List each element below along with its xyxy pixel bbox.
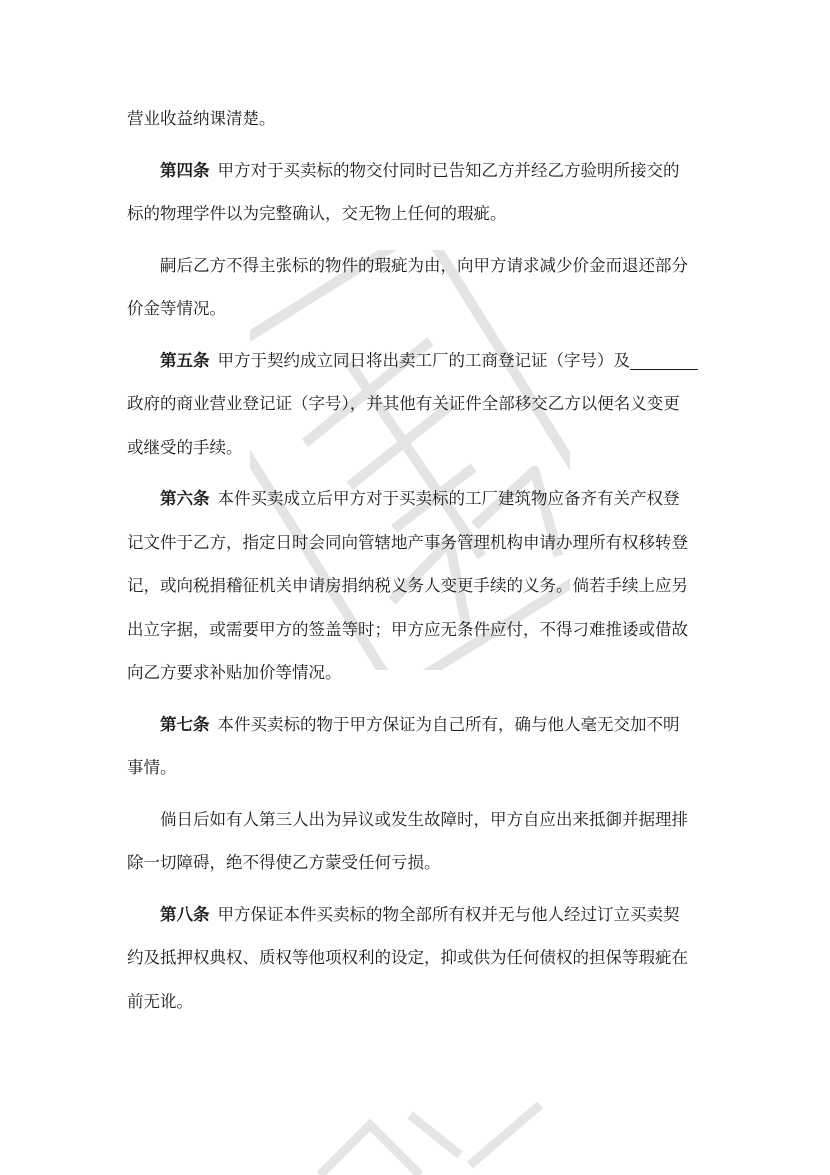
continuation-paragraph <box>127 97 717 141</box>
text-line: 甲方保证本件买卖标的物全部所有权并无与他人经过订立买卖契 <box>217 904 680 924</box>
text-line: 甲方对于买卖标的物交付同时已告知乙方并经乙方验明所接交的 <box>217 160 680 180</box>
text-line: 除一切障碍，绝不得使乙方蒙受任何亏损。 <box>127 853 441 872</box>
article-4-paragraph-2 <box>127 244 717 331</box>
article-7 <box>127 703 717 790</box>
text-line: 营业收益纳课清楚。 <box>127 109 276 128</box>
fill-in-blank <box>630 349 698 370</box>
article-label: 第八条 <box>160 904 210 924</box>
text-line: 政府的商业营业登记证（字号），并其他有关证件全部移交乙方以便名义变更 <box>127 394 680 413</box>
text-line: 记文件于乙方，指定日时会同向管辖地产事务管理机构申请办理所有权移转登 <box>127 532 688 552</box>
article-label: 第五条 <box>160 350 210 370</box>
text-line: 标的物理学件以为完整确认，交无物上任何的瑕疵。 <box>127 204 507 223</box>
article-4 <box>127 149 717 236</box>
text-line: 倘日后如有人第三人出为异议或发生故障时，甲方自应出来抵御并据理排 <box>160 809 688 829</box>
article-5 <box>127 339 717 470</box>
text-line: 出立字据，或需要甲方的签盖等时；甲方应无条件应付，不得刁难推诿或借故 <box>127 619 688 639</box>
text-line: 向乙方要求补贴加价等情况。 <box>127 663 342 682</box>
text-line: 甲方于契约成立同日将出卖工厂的工商登记证（字号）及 <box>217 350 630 370</box>
text-line: 约及抵押权典权、质权等他项权利的设定，抑或供为任何债权的担保等瑕疵在 <box>127 948 688 967</box>
text-line: 前无讹。 <box>127 991 193 1011</box>
text-line: 嗣后乙方不得主张标的物件的瑕疵为由，向甲方请求减少价金而退还部分 <box>160 255 688 275</box>
article-6 <box>127 477 717 695</box>
article-label: 第七条 <box>160 714 210 734</box>
text-line: 记，或向税捐稽征机关申请房捐纳税义务人变更手续的义务。倘若手续上应另 <box>127 576 688 595</box>
article-label: 第四条 <box>160 160 210 180</box>
text-line: 或继受的手续。 <box>127 437 243 457</box>
text-line: 本件买卖标的物于甲方保证为自己所有，确与他人毫无交加不明 <box>217 714 680 734</box>
article-7-paragraph-2 <box>127 798 717 885</box>
document-body <box>127 97 717 1023</box>
text-line: 价金等情况。 <box>127 299 226 318</box>
article-8 <box>127 893 717 1024</box>
text-line: 事情。 <box>127 758 177 777</box>
article-label: 第六条 <box>160 489 210 508</box>
text-line: 本件买卖成立后甲方对于买卖标的工厂建筑物应备齐有关产权登 <box>217 489 680 508</box>
watermark-fragment <box>300 1095 560 1175</box>
